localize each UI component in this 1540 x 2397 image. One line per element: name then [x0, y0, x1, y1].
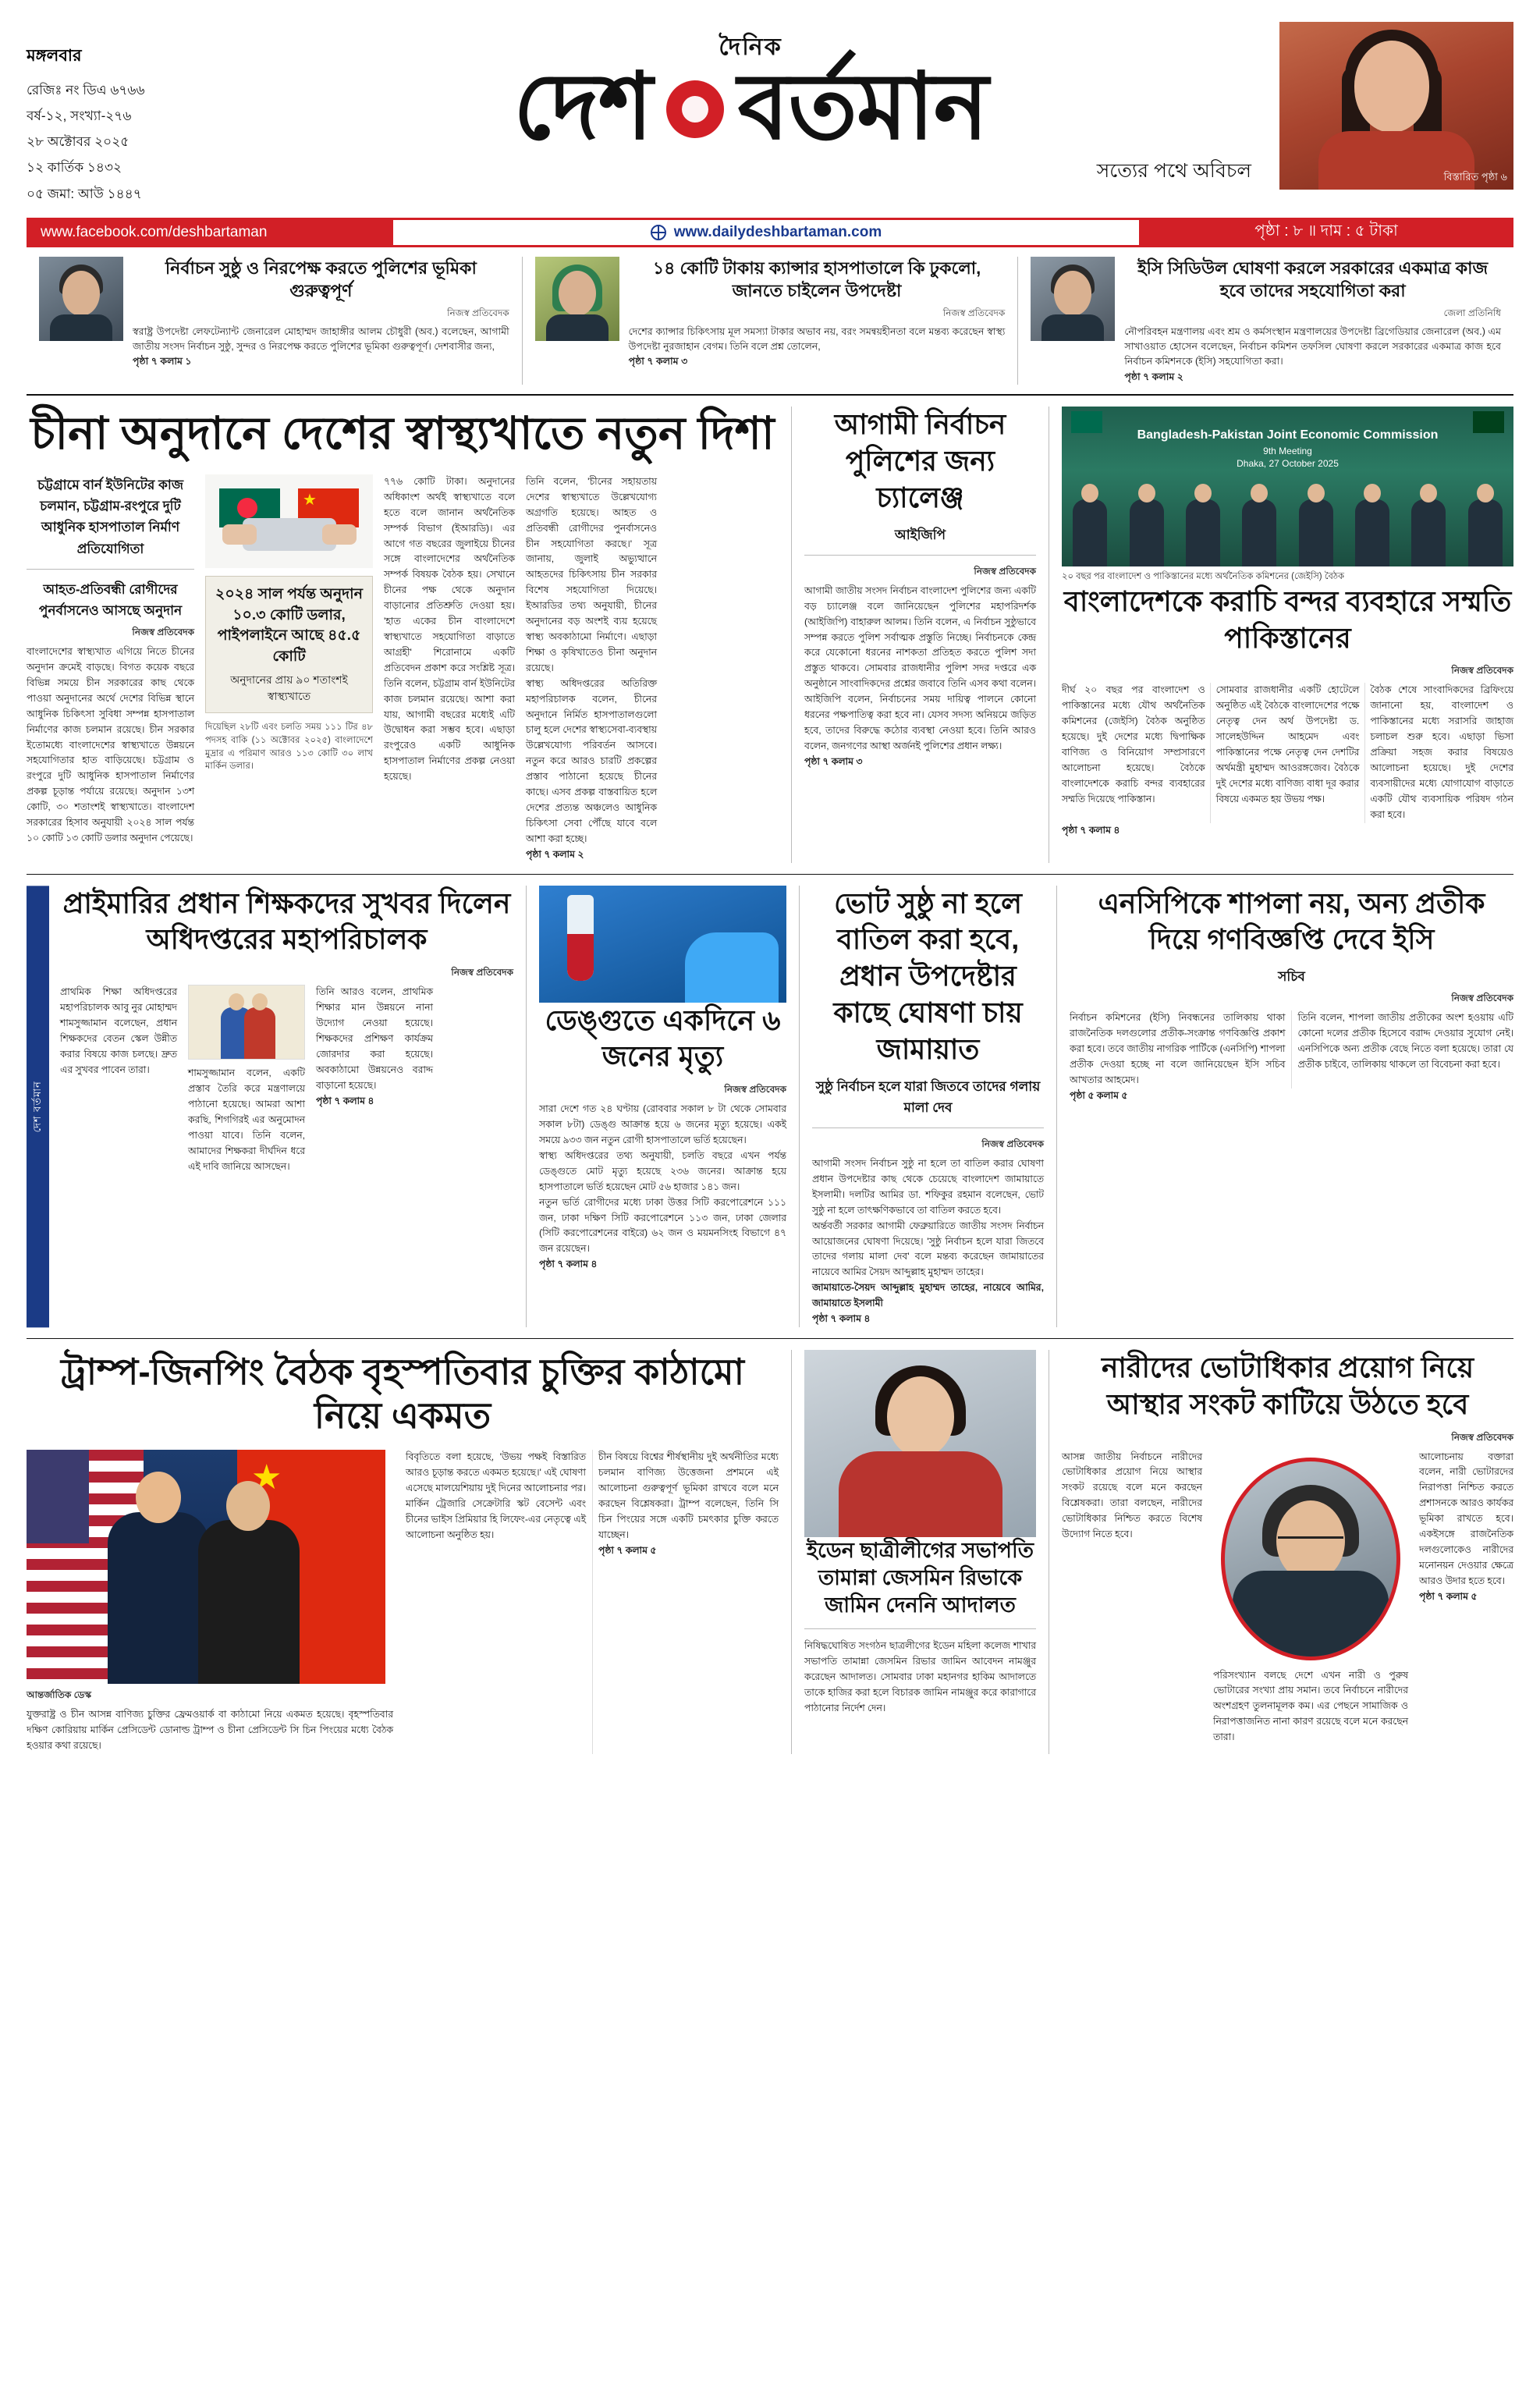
teaser-headline[interactable]: নির্বাচন সুষ্ঠু ও নিরপেক্ষ করতে পুলিশের ভূমিকা গুরুত্বপূর্ণ	[165, 257, 477, 300]
dengue-body-col-1: সারা দেশে গত ২৪ ঘণ্টায় (রোববার সকাল ৮ টা থেকে সোমবার সকাল ৮টা) ডেঙ্গু আক্রান্ত হয়ে ৬ জনের মৃত্যু হয়েছে। একই সময়ে ৯৩৩ জন নতুন রোগী হাসপাতালে ভর্তি হয়েছেন।	[539, 1103, 786, 1146]
page-price-label: পৃষ্ঠা : ৮ ॥ দাম : ৫ টাকা	[1139, 220, 1513, 245]
lead-subhead-1: চট্টগ্রামে বার্ন ইউনিটের কাজ চলমান, চট্টগ্রাম-রংপুরে দুটি আধুনিক হাসপাতাল নির্মাণ প্রতিযোগিতা	[37, 477, 184, 556]
publication-day: মঙ্গলবার	[27, 47, 82, 65]
masthead-photo	[1279, 22, 1513, 207]
eden-leader-photo	[804, 1350, 1036, 1537]
lead-body-col-4: স্বাস্থ্য অধিদপ্তরের অতিরিক্ত মহাপরিচালক বলেন, চীনের অনুদানে নির্মিত হাসপাতালগুলো চালু হলে দেশের স্বাস্থ্যসেবা-ব্যবস্থায় উল্লেখযোগ্য পরিবর্তন আসবে। নতুন করে আরও চারটি প্রকল্পের প্রস্তাব পাঠানো হয়েছে চীনের কাছে। এসব প্রকল্প বাস্তবায়িত হলে দেশের প্রত্যন্ত অঞ্চলেও আধুনিক চিকিৎসা সেবা পৌঁছে যাবে বলে আশা করা হচ্ছে।	[526, 677, 657, 844]
police-headline[interactable]: আগামী নির্বাচন পুলিশের জন্য চ্যালেঞ্জ	[834, 408, 1006, 513]
trump-continuation: পৃষ্ঠা ৭ কলাম ৫	[598, 1544, 657, 1556]
banner-sub-2: Dhaka, 27 October 2025	[1237, 458, 1339, 470]
primary-headline[interactable]: প্রাইমারির প্রধান শিক্ষকদের সুখবর দিলেন অধিদপ্তরের মহাপরিচালক	[62, 886, 511, 956]
primary-teachers-story	[27, 886, 526, 1327]
teaser-item[interactable]	[1017, 257, 1513, 385]
masthead-title-left: দেশ	[513, 55, 652, 158]
eden-caption[interactable]: ইডেন ছাত্রীলীগের সভাপতি তামান্না জেসমিন রিভাকে জামিন দেননি আদালত	[807, 1538, 1034, 1618]
primary-body-col-1: প্রাথমিক শিক্ষা অধিদপ্তরের মহাপরিচালক আবু নুর মোহাম্মদ শামসুজ্জামান বলেছেন, প্রধান শিক্ষকদের বেতন স্কেল উন্নীত করার বিষয়ে কাজ চলছে। দ্রুত এর সুখবর পাবেন তারা।	[60, 986, 177, 1075]
facebook-link[interactable]: www.facebook.com/deshbartaman	[27, 220, 393, 245]
trump-body-col-2: বিবৃতিতে বলা হয়েছে, 'উভয় পক্ষই বিস্তারিত আরও চূড়ান্ত করতে একমত হয়েছে।' এই ঘোষণা এসেছে মালয়েশিয়ায় দুই দিনের আলোচনার পর। মার্কিন ট্রেজারি সেক্রেটারি স্কট বেসেন্ট এবং চীনের ভাইস প্রিমিয়ার হি লিফেং-এর নেতৃত্বে এই আলোচনা অনুষ্ঠিত হয়।	[406, 1451, 586, 1540]
women-headline[interactable]: নারীদের ভোটাধিকার প্রয়োগ নিয়ে আস্থার সংকট কাটিয়ে উঠতে হবে	[1101, 1351, 1474, 1420]
pakistan-headline[interactable]: বাংলাদেশকে করাচি বন্দর ব্যবহারে সম্মতি পাকিস্তানের	[1063, 584, 1512, 654]
dengue-test-photo	[539, 886, 786, 1003]
women-voters-story	[1049, 1350, 1513, 1754]
joint-commission-photo	[1062, 407, 1513, 566]
masthead-title-right: বর্তমান	[737, 55, 988, 158]
primary-continuation: পৃষ্ঠা ৭ কলাম ৪	[316, 1095, 374, 1106]
info-bar	[27, 218, 1513, 247]
pakistan-continuation: পৃষ্ঠা ৭ কলাম ৪	[1062, 824, 1120, 836]
police-continuation: পৃষ্ঠা ৭ কলাম ৩	[804, 755, 863, 767]
bangla-date: ১২ কার্তিক ১৪৩২	[27, 160, 122, 176]
jamaat-source-names: জামায়াতে-সৈয়দ আব্দুল্লাহ মুহাম্মদ তাহের, নায়েবে আমির, জামায়াতে ইসলামী	[812, 1282, 1044, 1309]
teaser-headline[interactable]: ১৪ কোটি টাকায় ক্যান্সার হাসপাতালে কি ঢুকলো, জানতে চাইলেন উপদেষ্টা	[652, 257, 981, 300]
woman-portrait-photo	[1221, 1458, 1400, 1660]
trump-body-col-3: চীন বিষয়ে বিশ্বের শীর্ষস্থানীয় দুই অর্থনীতির মধ্যে চলমান বাণিজ্য উত্তেজনা প্রশমনে এই আলোচনা গুরুত্বপূর্ণ ভূমিকা রাখবে বলে মনে করছেন বিশ্লেষকরা। ট্রাম্প বলেছেন, তিনি সি চিন পিংয়ের সঙ্গে একটি চমৎকার চুক্তি করতে যাচ্ছেন।	[598, 1451, 779, 1540]
jamaat-headline[interactable]: ভোট সুষ্ঠু না হলে বাতিল করা হবে, প্রধান উপদেষ্টার কাছে ঘোষণা চায় জামায়াত	[833, 886, 1023, 1065]
logo-icon	[666, 80, 724, 138]
china-bangladesh-flag-image	[205, 474, 373, 568]
police-body: আগামী জাতীয় সংসদ নির্বাচন বাংলাদেশ পুলিশের জন্য একটি বড় চ্যালেঞ্জ বলে জানিয়েছেন পুলিশের মহাপরিদর্শক (আইজিপি) বাহারুল আলম। তিনি বলেন, এ নির্বাচন সুষ্ঠুভাবে সম্পন্ন করতে পুলিশ সর্বাত্মক প্রস্তুতি নিচ্ছে। নির্বাচনকে কেন্দ্র করে যেকোনো ধরনের নাশকতা প্রতিহত করতে পুলিশ সদা প্রস্তুত থাকবে। সোমবার রাজধানীর পুলিশ সদর দপ্তরে এক অনুষ্ঠানে সাংবাদিকদের প্রশ্নের জবাবে তিনি এসব কথা বলেন। আইজিপি বলেন, নির্বাচনের সময় দায়িত্ব পালনে কোনো ধরনের পক্ষপাতিত্ব করা হবে না। যেসব সদস্য অনিয়মে জড়িত হবে, তাদের বিরুদ্ধে কঠোর ব্যবস্থা নেওয়া হবে। তিনি আরও বলেন, জনগণের আস্থা অর্জনই পুলিশের প্রধান লক্ষ্য।	[804, 584, 1036, 751]
dengue-byline: নিজস্ব প্রতিবেদক	[724, 1084, 786, 1096]
teaser-thumbnail	[535, 257, 619, 341]
dengue-body-col-2: স্বাস্থ্য অধিদপ্তরের তথ্য অনুযায়ী, চলতি বছরে এখন পর্যন্ত ডেঙ্গুতে মোট মৃত্যু হয়েছে ২৩৬ জনের। আক্রান্ত হয়ে হাসপাতালে ভর্তি হয়েছেন মোট ৫৬ হাজার ১৪১ জন।	[539, 1149, 786, 1192]
handshake-icon	[243, 518, 336, 551]
teaser-text: দেশের ক্যান্সার চিকিৎসায় মূল সমস্যা টাকার অভাব নয়, বরং সমন্বয়হীনতা বলে মন্তব্য করেছেন স্বাস্থ্য উপদেষ্টা নুরজাহান বেগম। তিনি বলে প্রশ্ন তোলেন,	[628, 325, 1006, 353]
globe-icon	[651, 225, 666, 240]
teaser-text: নৌপরিবহন মন্ত্রণালয় এবং শ্রম ও কর্মসংস্থান মন্ত্রণালয়ের উপদেষ্টা ব্রিগেডিয়ার জেনারেল (অব.) এম সাখাওয়াত হোসেন বলেছেন, নির্বাচন কমিশন তফসিল ঘোষণা করলে সরকারের একমাত্র কাজ হবে নির্বাচন কমিশনকে (ইসি) সহযোগিতা করা।	[1124, 325, 1502, 368]
teaser-continuation: পৃষ্ঠা ৭ কলাম ২	[1124, 371, 1183, 382]
glasses-icon	[1278, 1536, 1343, 1554]
dengue-headline[interactable]: ডেঙ্গুতে একদিনে ৬ জনের মৃত্যু	[545, 1003, 781, 1073]
section-tag-desh-bartaman: দেশ বর্তমান	[27, 886, 49, 1327]
lead-story	[27, 407, 791, 862]
ncp-headline[interactable]: এনসিপিকে শাপলা নয়, অন্য প্রতীক দিয়ে গণবিজ্ঞপ্তি দেবে ইসি	[1098, 886, 1485, 956]
lead-body-col-2: ৭৭৬ কোটি টাকা। অনুদানের অধিকাংশ অর্থই স্বাস্থ্যখাতে বলে হতে বলে জানান অর্থনৈতিক সম্পর্ক বিভাগ (ইআরডি)। এর আগে গত বছরের জুলাইয়ে চীনের সঙ্গে বাংলাদেশের অর্থনৈতিক সম্পর্ক বিষয়ক বৈঠক হয়। সেখানে চীনের পক্ষ থেকে অনুদান বাড়ানোর প্রতিশ্রুতি দেওয়া হয়। 'হাত একের চীন বাংলাদেশে স্বাস্থ্যখাতে সহযোগিতা বাড়াতে আগ্রহী' শিরোনামে একটি প্রতিবেদন প্রকাশ করে সংশ্লিষ্ট সূত্র। তিনি বলেন, চট্টগ্রাম বার্ন ইউনিটের কাজ চলমান রয়েছে। আশা করা যায়, আগামী বছরের মধ্যেই এটি উদ্বোধন করা সম্ভব হবে। এছাড়া রংপুরেও একটি আধুনিক হাসপাতাল নির্মাণের প্রকল্প নেওয়া হয়েছে।	[384, 475, 515, 783]
trump-xi-story	[27, 1350, 791, 1754]
primary-byline: নিজস্ব প্রতিবেদক	[451, 967, 513, 978]
lead-image-caption: দিয়েছিল ২৮টি এবং চলতি সময় ১১১ টির ৪৮ পদসহ বাকি (১১ অক্টোবর ২০২৫) বাংলাদেশে মুদ্রার এ পরিমাণ আরও ১১৩ কোটি ৩০ লাখ মার্কিন ডলার।	[205, 723, 373, 772]
teaser-text: স্বরাষ্ট্র উপদেষ্টা লেফটেন্যান্ট জেনারেল মোহাম্মদ জাহাঙ্গীর আলম চৌধুরী (অব.) বলেছেন, আগামী জাতীয় সংসদ নির্বাচন সুষ্ঠু, সুন্দর ও নিরপেক্ষ করতে পুলিশের ভূমিকা গুরুত্বপূর্ণ। দেশবাসীর জন্য,	[133, 325, 509, 353]
teaser-continuation: পৃষ্ঠা ৭ কলাম ৩	[628, 356, 688, 368]
top-teaser-row	[27, 247, 1513, 396]
ncp-subhead: সচিব	[1278, 969, 1305, 985]
infobox-primary-text: ২০২৪ সাল পর্যন্ত অনুদান ১০.৩ কোটি ডলার, পাইপলাইনে আছে ৪৫.৫ কোটি	[215, 585, 363, 665]
police-subhead: আইজিপি	[894, 527, 946, 542]
jamaat-story	[799, 886, 1056, 1327]
lead-byline: নিজস্ব প্রতিবেদক	[132, 627, 194, 638]
eden-body: নিষিদ্ধঘোষিত সংগঠন ছাত্রলীগের ইডেন মহিলা কলেজ শাখার সভাপতি তামান্না জেসমিন রিভার জামিন আবেদন নামঞ্জুর করেছেন আদালত। সোমবার ঢাকা মহানগর হাকিম আদালতে তাকে হাজির করা হলে বিচারক জামিন নামঞ্জুর করে কারাগারে পাঠানোর নির্দেশ দেন।	[804, 1640, 1036, 1713]
teaser-item[interactable]	[27, 257, 522, 385]
trump-figure	[108, 1512, 209, 1684]
website-link-wrap[interactable]	[393, 224, 1139, 241]
masthead	[27, 22, 1513, 211]
lead-infobox	[205, 576, 373, 713]
lead-body-col-3: তিনি বলেন, 'চীনের সহায়তায় দেশের স্বাস্থ্যখাতে উল্লেখযোগ্য অগ্রগতি হয়েছে। আহত ও প্রতিবন্ধী রোগীদের পুনর্বাসনেও চীন সহযোগিতা করছে।' সূত্র জানায়, জুলাই অভ্যুত্থানে আহতদের চিকিৎসায় চীন সরকার বিশেষ সহযোগিতা দিয়েছে। ইআরডির তথ্য অনুযায়ী, চীনের অনুদানের বড় অংশই ব্যয় হয়েছে স্বাস্থ্য অবকাঠামো নির্মাণে। এছাড়া শিক্ষা ও কৃষিখাতেও চীনা অনুদান রয়েছে।	[526, 475, 657, 673]
teaser-byline: নিজস্ব প্রতিবেদক	[447, 307, 509, 318]
teaser-byline: নিজস্ব প্রতিবেদক	[942, 307, 1006, 318]
teaser-continuation: পৃষ্ঠা ৭ কলাম ১	[133, 356, 192, 368]
teaser-thumbnail	[39, 257, 123, 341]
volume-issue: বর্ষ-১২, সংখ্যা-২৭৬	[27, 108, 132, 124]
pakistan-body-col-1: দীর্ঘ ২০ বছর পর বাংলাদেশ ও পাকিস্তানের মধ্যে যৌথ অর্থনৈতিক কমিশনের (জেইসি) বৈঠক অনুষ্ঠিত হয়েছে। দুই দেশের মধ্যে দ্বিপাক্ষিক বাণিজ্য ও বিনিয়োগ সম্প্রসারণে আলোচনা হয়েছে। বৈঠকে বাংলাদেশকে করাচি বন্দর ব্যবহারের সম্মতি দিয়েছে পাকিস্তান।	[1062, 684, 1205, 804]
ncp-symbol-story	[1056, 886, 1513, 1327]
main-content-grid	[27, 407, 1513, 862]
police-challenge-story	[791, 407, 1049, 862]
masthead-title-block	[222, 22, 1279, 207]
lead-headline[interactable]: চীনা অনুদানে দেশের স্বাস্থ্যখাতে নতুন দিশা	[30, 408, 775, 460]
women-body-col-1: আসন্ন জাতীয় নির্বাচনে নারীদের ভোটাধিকার প্রয়োগ নিয়ে আস্থার সংকট রয়েছে বলে মনে করছেন বিশ্লেষকরা। তারা বলছেন, নারীদের ভোটাধিকার নিশ্চিত করতে বিশেষ উদ্যোগ নিতে হবে।	[1062, 1451, 1202, 1540]
masthead-title	[222, 55, 1279, 158]
pakistan-body-col-2: সোমবার রাজধানীর একটি হোটেলে অনুষ্ঠিত এই বৈঠকে বাংলাদেশের পক্ষে নেতৃত্ব দেন অর্থ উপদেষ্টা ড. সালেহউদ্দিন আহমেদ এবং পাকিস্তানের পক্ষে নেতৃত্ব দেন দেশটির অর্থমন্ত্রী মুহাম্মদ আওরঙ্গজেব। বৈঠকে দুই দেশের মধ্যে বাণিজ্য বাধা দূর করার বিষয়ে একমত হয় উভয় পক্ষ।	[1215, 684, 1360, 804]
infobox-secondary-text: অনুদানের প্রায় ৯০ শতাংশই স্বাস্থ্যখাতে	[230, 673, 348, 703]
trump-body-col-1: যুক্তরাষ্ট্র ও চীন আসন্ন বাণিজ্য চুক্তির ফ্রেমওয়ার্ক বা কাঠামো নিয়ে একমত হয়েছে। বৃহস্পতিবার দক্ষিণ কোরিয়ায় মার্কিন প্রেসিডেন্ট ডোনাল্ড ট্রাম্প ও চীনা প্রেসিডেন্ট সি চিন পিংয়ের মধ্যে বৈঠক হওয়ার কথা রয়েছে।	[27, 1709, 393, 1751]
second-band	[27, 886, 1513, 1327]
pakistan-photo-caption: ২০ বছর পর বাংলাদেশ ও পাকিস্তানের মধ্যে অর্থনৈতিক কমিশনের (জেইসি) বৈঠক	[1062, 572, 1345, 582]
lead-continuation: পৃষ্ঠা ৭ কলাম ২	[526, 848, 584, 860]
teaser-byline: জেলা প্রতিনিধি	[1443, 307, 1502, 318]
registration-number: রেজিঃ নং ডিএ ৬৭৬৬	[27, 82, 145, 98]
women-body-col-3: আলোচনায় বক্তারা বলেন, নারী ভোটারদের নিরাপত্তা নিশ্চিত করতে প্রশাসনকে আরও কার্যকর ভূমিকা রাখতে হবে। একইসঙ্গে রাজনৈতিক দলগুলোকেও নারীদের মনোনয়ন দেওয়ার ক্ষেত্রে আরও উদার হতে হবে।	[1419, 1451, 1513, 1586]
photo-banner-text	[1062, 427, 1513, 471]
school-children-photo	[188, 985, 305, 1060]
police-byline: নিজস্ব প্রতিবেদক	[974, 565, 1036, 577]
teaser-headline[interactable]: ইসি সিডিউল ঘোষণা করলে সরকারের একমাত্র কাজ হবে তাদের সহযোগিতা করা	[1137, 257, 1489, 300]
primary-body-col-3: তিনি আরও বলেন, প্রাথমিক শিক্ষার মান উন্নয়নে নানা উদ্যোগ নেওয়া হয়েছে। শিক্ষকদের প্রশিক্ষণ কার্যক্রম জোরদার করা হয়েছে। অবকাঠামো উন্নয়নেও বরাদ্দ বাড়ানো হয়েছে।	[316, 986, 433, 1091]
dengue-continuation: পৃষ্ঠা ৭ কলাম ৪	[539, 1259, 598, 1270]
pakistan-byline: নিজস্ব প্রতিবেদক	[1451, 665, 1513, 676]
website-link[interactable]: www.dailydeshbartaman.com	[673, 223, 882, 240]
pakistan-body-col-3: বৈঠক শেষে সাংবাদিকদের ব্রিফিংয়ে জানানো হয়, বাংলাদেশ ও পাকিস্তানের মধ্যে সরাসরি জাহাজ চলাচল শুরু হবে। এছাড়া ভিসা প্রক্রিয়া সহজ করার বিষয়েও আলোচনা হয়েছে। দুই দেশের ব্যবসায়ীদের মধ্যে যোগাযোগ বাড়াতে একটি যৌথ ব্যবসায়িক পরিষদ গঠন করা হবে।	[1370, 684, 1513, 820]
ncp-byline: নিজস্ব প্রতিবেদক	[1451, 993, 1513, 1004]
women-byline: নিজস্ব প্রতিবেদক	[1451, 1431, 1513, 1443]
dengue-body-col-3: নতুন ভর্তি রোগীদের মধ্যে ঢাকা উত্তর সিটি করপোরেশনে ১১১ জন, ঢাকা দক্ষিণ সিটি করপোরেশনে ১১৩ জন, ঢাকা জেলার (সিটি করপোরেশনের বাইরে) ৬২ জন ও ময়মনসিংহ বিভাগে ৪৭ জন রয়েছেন।	[539, 1196, 786, 1255]
women-continuation: পৃষ্ঠা ৭ কলাম ৫	[1419, 1590, 1478, 1602]
trump-headline[interactable]: ট্রাম্প-জিনপিং বৈঠক বৃহস্পতিবার চুক্তির কাঠামো নিয়ে একমত	[61, 1351, 744, 1436]
xi-figure	[198, 1520, 300, 1684]
jamaat-continuation: পৃষ্ঠা ৭ কলাম ৪	[812, 1313, 871, 1325]
jamaat-subhead: সুষ্ঠু নির্বাচন হলে যারা জিতবে তাদের গলায় মালা দেব	[815, 1078, 1041, 1115]
jamaat-body-col-1: আগামী সংসদ নির্বাচন সুষ্ঠু না হলে তা বাতিল করার ঘোষণা প্রধান উপদেষ্টার কাছ থেকে চেয়েছে বাংলাদেশ জামায়াতে ইসলামী। দলটির আমির ডা. শফিকুর রহমান বলেছেন, ভোট সুষ্ঠু না হলে তাৎক্ষণিকভাবে তা বাতিল করতে হবে।	[812, 1157, 1044, 1216]
gregorian-date: ২৮ অক্টোবর ২০২৫	[27, 134, 130, 150]
women-body-col-2: পরিসংখ্যান বলছে দেশে এখন নারী ও পুরুষ ভোটারের সংখ্যা প্রায় সমান। তবে নির্বাচনে নারীদের অংশগ্রহণ তুলনামূলক কম। এর পেছনে সামাজিক ও নিরাপত্তাজনিত নানা কারণ রয়েছে বলে মনে করছেন তারা।	[1213, 1669, 1408, 1743]
jamaat-byline: নিজস্ব প্রতিবেদক	[981, 1138, 1044, 1149]
third-band	[27, 1350, 1513, 1754]
featured-portrait-image	[1279, 22, 1513, 190]
trump-xi-photo	[27, 1450, 385, 1684]
jamaat-body-col-2: অর্ন্তবর্তী সরকার আগামী ফেব্রুয়ারিতে জাতীয় সংসদ নির্বাচন আয়োজনের ঘোষণা দিয়েছে। 'সুষ্ঠু নির্বাচন হলে যারা জিতবে তাদের গলায় মালা দেব' বলে মন্তব্য করেছেন জামায়াতের নায়েবে আমির সৈয়দ আব্দুল্লাহ মুহাম্মদ তাহের।	[812, 1220, 1044, 1278]
lead-body-col-1: বাংলাদেশের স্বাস্থ্যখাত এগিয়ে নিতে চীনের অনুদান ক্রমেই বাড়ছে। বিগত কয়েক বছরে বিভিন্ন সময়ে চীন সরকারের কাছ থেকে পাওয়া অনুদানের অর্থে দেশের বিভিন্ন স্থানে আধুনিক চিকিৎসা সুবিধা সম্পন্ন হাসপাতাল নির্মাণের কাজ চলমান রয়েছে। চীন সরকার ইতোমধ্যে বাংলাদেশের স্বাস্থ্যখাতে উন্নয়নে সহযোগিতার হাত বাড়িয়েছে। চট্টগ্রাম ও রংপুরে দুটি আধুনিক হাসপাতাল নির্মাণের প্রকল্প চূড়ান্ত পর্যায়ে রয়েছে। অনুদান ১৩শ কোটি, ৩০ শতাংশই স্বাস্থ্যখাতে। বাংলাদেশ সরকারের হিসাব অনুযায়ী ২০২৪ সাল পর্যন্ত ১০ কোটি ১৩ কোটি ডলার অনুদান পেয়েছে।	[27, 646, 194, 843]
banner-sub-1: 9th Meeting	[1263, 445, 1312, 456]
lead-subhead-2: আহত-প্রতিবন্ধী রোগীদের পুনর্বাসনেও আসছে অনুদান	[38, 581, 183, 618]
pakistan-port-story	[1049, 407, 1513, 862]
teaser-item[interactable]	[522, 257, 1018, 385]
trump-byline: আন্তর্জাতিক ডেস্ক	[27, 1689, 91, 1701]
banner-title: Bangladesh-Pakistan Joint Economic Commission	[1137, 428, 1439, 442]
ncp-continuation: পৃষ্ঠা ৫ কলাম ৫	[1070, 1089, 1128, 1101]
masthead-kicker: দৈনিক	[719, 34, 782, 60]
primary-body-col-2: শামসুজ্জামান বলেন, একটি প্রস্তাব তৈরি করে মন্ত্রণালয়ে পাঠানো হয়েছে। আমরা আশা করছি, শিগগিরই এর অনুমোদন পাওয়া যাবে। তিনি বলেন, আমাদের শিক্ষকরা দীর্ঘদিন ধরে এই দাবি জানিয়ে আসছেন।	[188, 1067, 305, 1172]
eden-story	[791, 1350, 1049, 1754]
masthead-photo-caption: বিস্তারিত পৃষ্ঠা ৬	[1443, 171, 1507, 183]
hijri-date: ০৫ জমা: আউ ১৪৪৭	[27, 186, 142, 201]
teaser-thumbnail	[1031, 257, 1115, 341]
masthead-slogan: সত্যের পথে অবিচল	[1096, 160, 1251, 183]
dengue-story	[526, 886, 799, 1327]
masthead-meta	[27, 22, 222, 207]
ncp-body-col-1: নির্বাচন কমিশনের (ইসি) নিবন্ধনের তালিকায় থাকা রাজনৈতিক দলগুলোর প্রতীক-সংক্রান্ত গণবিজ্ঞপ্তি প্রকাশ করা হবে। তবে জাতীয় নাগরিক পার্টিকে (এনসিপি) শাপলা প্রতীক দেওয়া হচ্ছে না বলে জানিয়েছেন ইসি সচিব আখতার আহমেদ।	[1070, 1012, 1286, 1086]
ncp-body-col-2: তিনি বলেন, শাপলা জাতীয় প্রতীকের অংশ হওয়ায় এটি কোনো দলের প্রতীক হিসেবে বরাদ্দ দেওয়ার সুযোগ নেই। এনসিপিকে অন্য প্রতীক বেছে নিতে বলা হয়েছে। তারা যে প্রতীক চাইবে, তালিকায় থাকলে তা বিবেচনা করা হবে।	[1297, 1012, 1513, 1071]
